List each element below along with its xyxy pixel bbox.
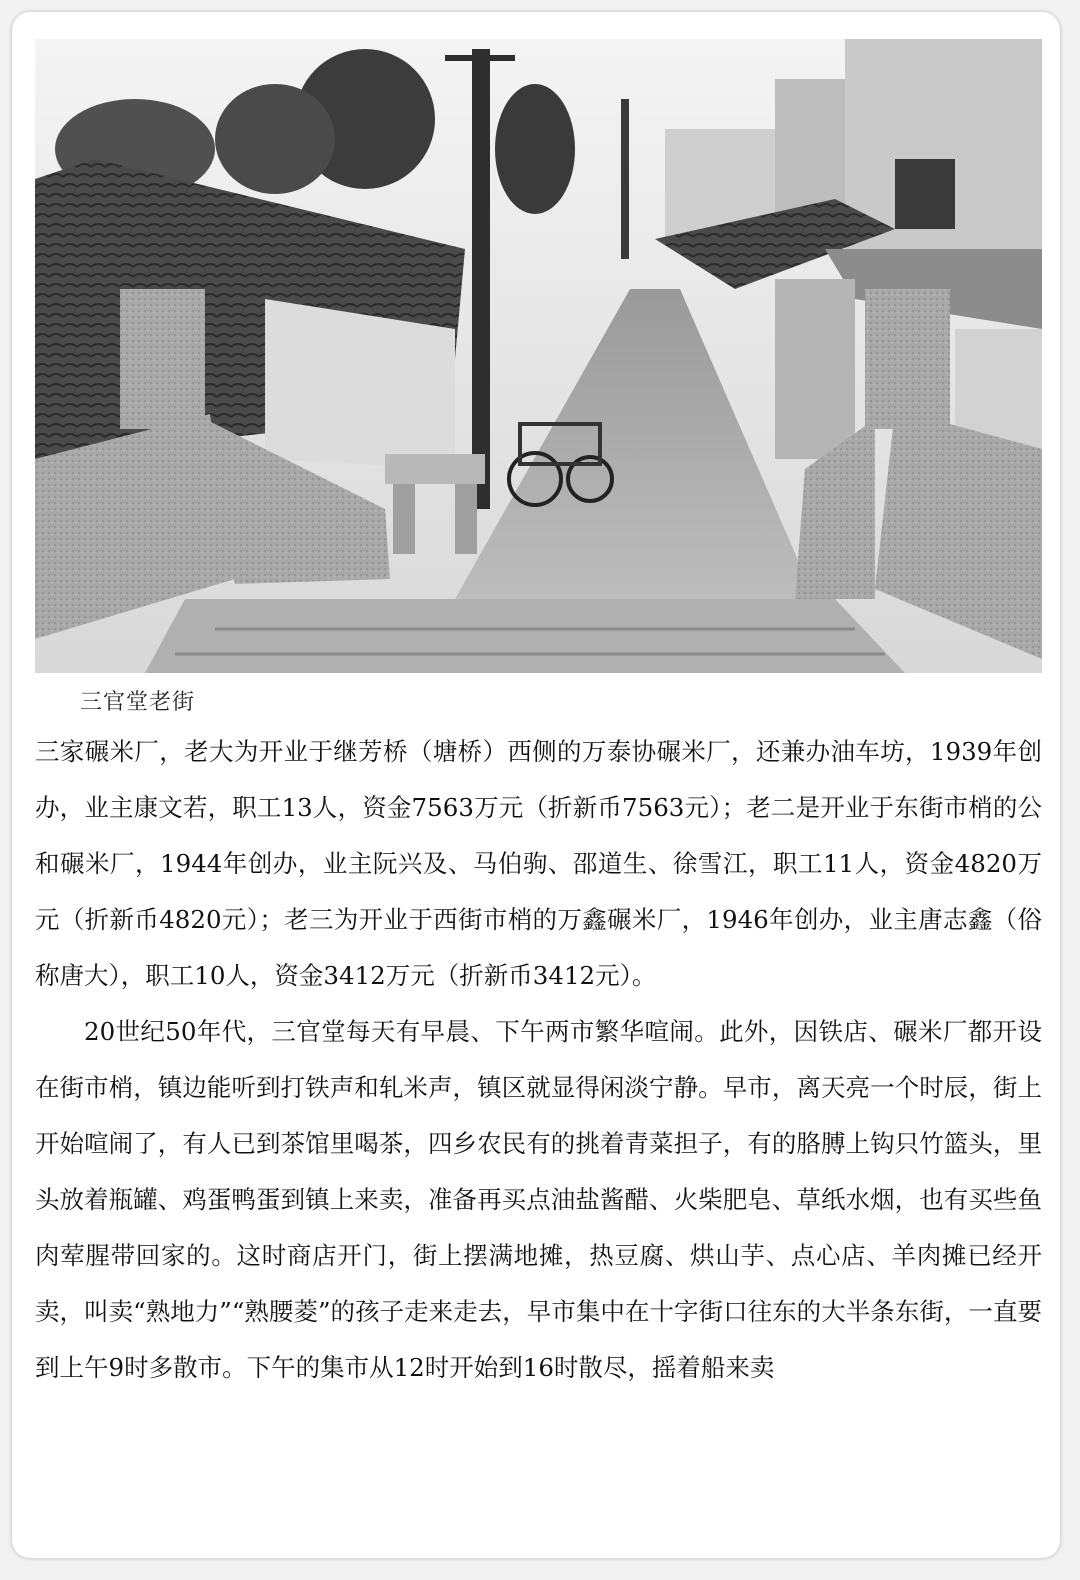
old-street-photo	[35, 39, 1042, 673]
old-street-image	[35, 39, 1042, 673]
paragraph-1: 三家碾米厂，老大为开业于继芳桥（塘桥）西侧的万泰协碾米厂，还兼办油车坊，1939年创办，业主康文若，职工13人，资金7563万元（折新币7563元）；老二是开业于东街市梢的公和碾米厂，1944年创办，业主阮兴及、马伯驹、邵道生、徐雪江，职工11人，资金4820万元（折新币4820元）；老三为开业于西街市梢的万鑫碾米厂，1946年创办，业主唐志鑫（俗称唐大），职工10人，资金3412万元（折新币3412元）。	[35, 737, 1042, 990]
article-body	[35, 724, 1042, 1396]
paragraph-2: 20世纪50年代，三官堂每天有早晨、下午两市繁华喧闹。此外，因铁店、碾米厂都开设在街市梢，镇边能听到打铁声和轧米声，镇区就显得闲淡宁静。早市，离天亮一个时辰，街上开始喧闹了，有人已到茶馆里喝茶，四乡农民有的挑着青菜担子，有的胳膊上钩只竹篮头，里头放着瓶罐、鸡蛋鸭蛋到镇上来卖，准备再买点油盐酱醋、火柴肥皂、草纸水烟，也有买些鱼肉荤腥带回家的。这时商店开门，街上摆满地摊，热豆腐、烘山芋、点心店、羊肉摊已经开卖，叫卖“熟地力”“熟腰菱”的孩子走来走去，早市集中在十字街口往东的大半条东街，一直要到上午9时多散市。下午的集市从12时开始到16时散尽，摇着船来卖	[35, 1017, 1042, 1382]
photo-caption: 三官堂老街	[80, 690, 196, 715]
document-page	[12, 12, 1060, 1558]
